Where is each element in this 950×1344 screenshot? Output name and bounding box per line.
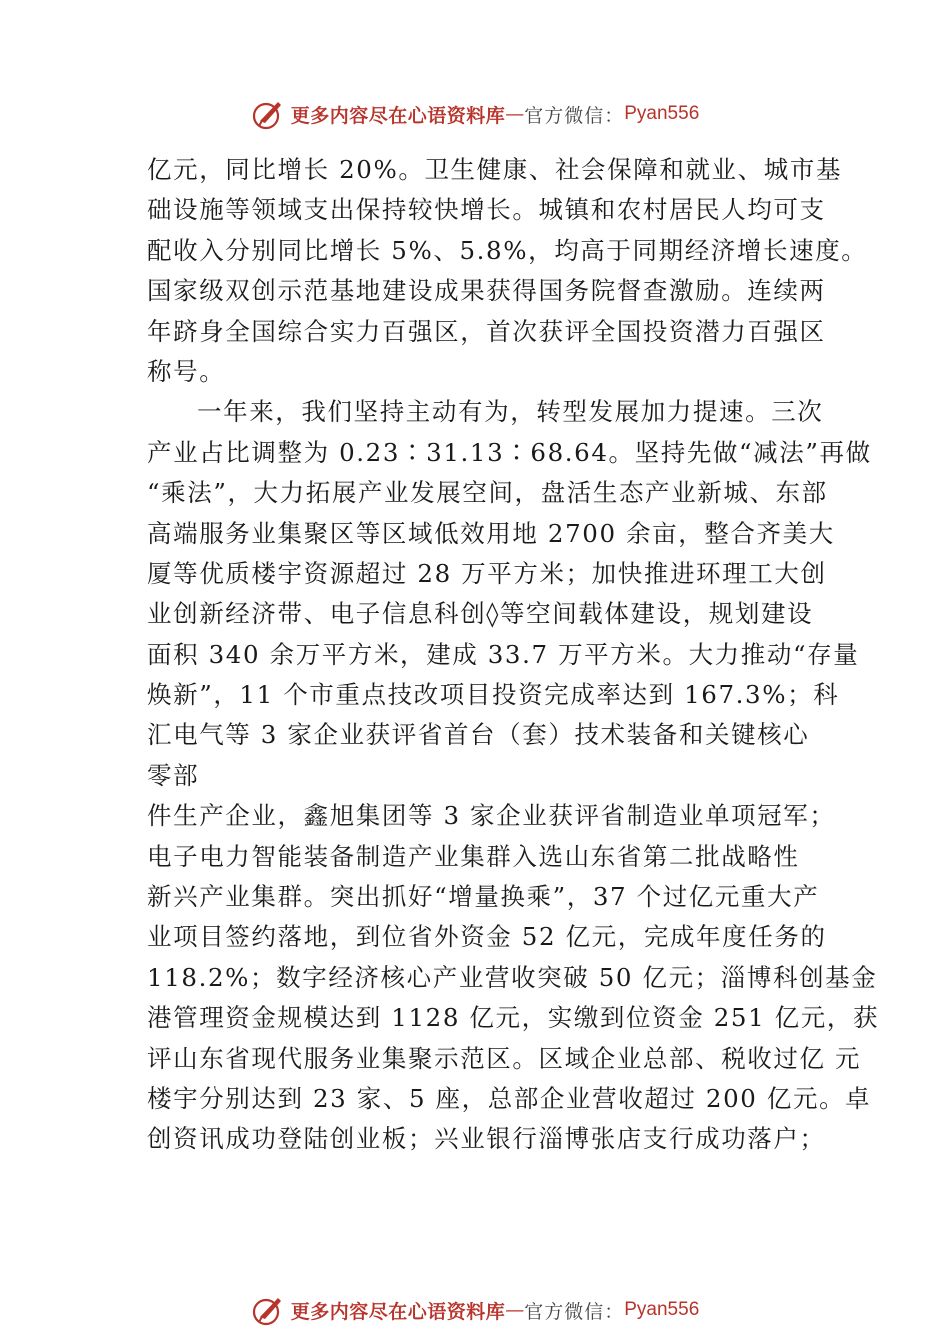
text-line: 汇电气等 3 家企业获评省首台（套）技术装备和关键核心 [147,720,810,750]
banner-wechat-id: Pyan556 [624,103,700,124]
feather-logo-icon [251,1293,285,1327]
feather-logo-icon [251,97,285,131]
text-line: 础设施等领域支出保持较快增长。城镇和农村居民人均可支 [147,195,826,225]
text-line: 一年来，我们坚持主动有为，转型发展加力提速。三次 [197,397,824,427]
text-line: 亿元，同比增长 20%。卫生健康、社会保障和就业、城市基 [147,155,843,184]
banner-title: 更多内容尽在心语资料库 [290,1300,506,1323]
paragraph [147,392,872,796]
text-line: 称号。 [147,356,226,386]
paragraph [147,150,868,392]
banner-dash: — [505,1299,525,1321]
text-line: 新兴产业集群。突出抓好“增量换乘”，37 个过亿元重大产 [147,882,820,912]
text-line: 楼宇分别达到 23 家、5 座，总部企业营收超过 200 亿元。卓 [147,1083,872,1113]
text-line: 118.2%；数字经济核心产业营收突破 50 亿元；淄博科创基金 [147,962,878,992]
text-line: 业创新经济带、电子信息科创◊等空间载体建设，规划建设 [147,599,814,629]
text-line: 厦等优质楼宇资源超过 28 万平方米；加快推进环理工大创 [147,558,827,588]
text-line: 创资讯成功登陆创业板；兴业银行淄博张店支行成功落户； [147,1124,826,1154]
footer-banner [0,1290,950,1330]
banner-wechat-label: 官方微信： [524,104,625,127]
document-body [147,150,880,1160]
text-line: 产业占比调整为 0.23∶31.13∶68.64。坚持先做“减法”再做 [147,437,872,467]
paragraph [147,796,880,1160]
text-line: 国家级双创示范基地建设成果获得国务院督查激励。连续两 [147,276,826,306]
text-line: 电子电力智能装备制造产业集群入选山东省第二批战略性 [147,841,800,871]
text-line: 评山东省现代服务业集聚示范区。区域企业总部、税收过亿 元 [147,1043,862,1073]
text-line: 焕新”，11 个市重点技改项目投资完成率达到 167.3%；科 [147,680,840,710]
text-line: 高端服务业集聚区等区域低效用地 2700 余亩，整合齐美大 [147,518,835,548]
header-banner [0,94,950,134]
text-line: 件生产企业，鑫旭集团等 3 家企业获评省制造业单项冠军； [147,801,836,831]
text-line: 面积 340 余万平方米，建成 33.7 万平方米。大力推动“存量 [147,639,860,669]
banner-wechat-label: 官方微信： [524,1300,625,1323]
banner-title: 更多内容尽在心语资料库 [290,104,506,127]
text-line: 业项目签约落地，到位省外资金 52 亿元，完成年度任务的 [147,922,827,952]
text-line: 港管理资金规模达到 1128 亿元，实缴到位资金 251 亿元，获 [147,1003,880,1033]
text-line: 配收入分别同比增长 5%、5.8%，均高于同期经济增长速度。 [147,235,868,265]
banner-dash: — [505,103,525,125]
text-line: 零部 [147,760,200,790]
banner-wechat-id: Pyan556 [624,1299,700,1320]
text-line: 年跻身全国综合实力百强区，首次获评全国投资潜力百强区 [147,316,826,346]
text-line: “乘法”，大力拓展产业发展空间，盘活生态产业新城、东部 [147,478,828,508]
